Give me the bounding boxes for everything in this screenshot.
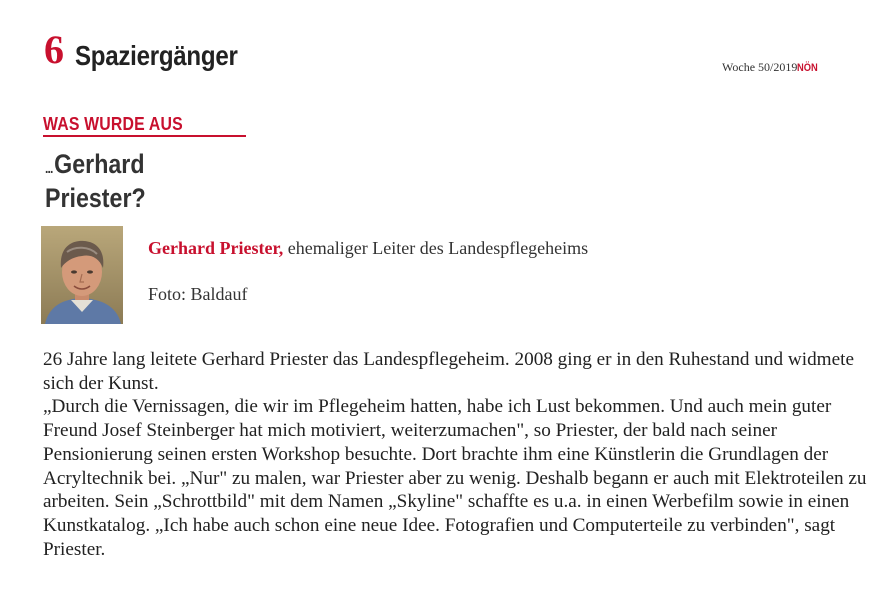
article-kicker: WAS WURDE AUS: [43, 114, 183, 134]
article-headline: [45, 149, 146, 213]
body-paragraph-2: „Durch die Vernissagen, die wir im Pflegeheim hatten, habe ich Lust bekommen. Und auch mein guter Freund Josef Steinberger hat mich motiviert, weiterzumachen", so Priester, der bald nach seiner Pensionierung seinen ersten Workshop besuchte. Dort brachte ihm eine Künstlerin die Grundlagen der Acryltechnik bei. „Nur" zu malen, war Priester aber zu wenig. Deshalb begann er auch mit Elektroteilen zu arbeiten. Sein „Schrottbild" mit dem Namen „Skyline" schaffte es u.a. in einen Werbefilm sowie in einen Kunstkatalog. „Ich habe auch schon eine neue Idee. Fotografien und Computerteile zu verbinden", sagt Priester.: [43, 396, 867, 560]
headline-line-1: Gerhard: [54, 149, 145, 179]
photo-caption: [148, 238, 588, 259]
issue-week: Woche 50/2019: [722, 60, 798, 74]
photo-credit: Foto: Baldauf: [148, 284, 248, 304]
caption-text: ehemaliger Leiter des Landespflegeheims: [287, 238, 589, 258]
article-body: [43, 348, 888, 561]
portrait-photo: [41, 226, 123, 324]
brand-logo: NÖN: [797, 62, 819, 74]
page-number: 6: [44, 27, 64, 72]
caption-name: Gerhard Priester,: [148, 238, 284, 258]
section-title: Spaziergänger: [75, 40, 238, 71]
kicker-underline: [43, 135, 246, 137]
issue-info: [722, 60, 822, 75]
headline-prefix: ...: [45, 160, 53, 176]
body-paragraph-1: 26 Jahre lang leitete Gerhard Priester das Landespflegeheim. 2008 ging er in den Ruhestand und widmete sich der Kunst.: [43, 349, 854, 394]
headline-line-2: Priester?: [45, 183, 146, 213]
